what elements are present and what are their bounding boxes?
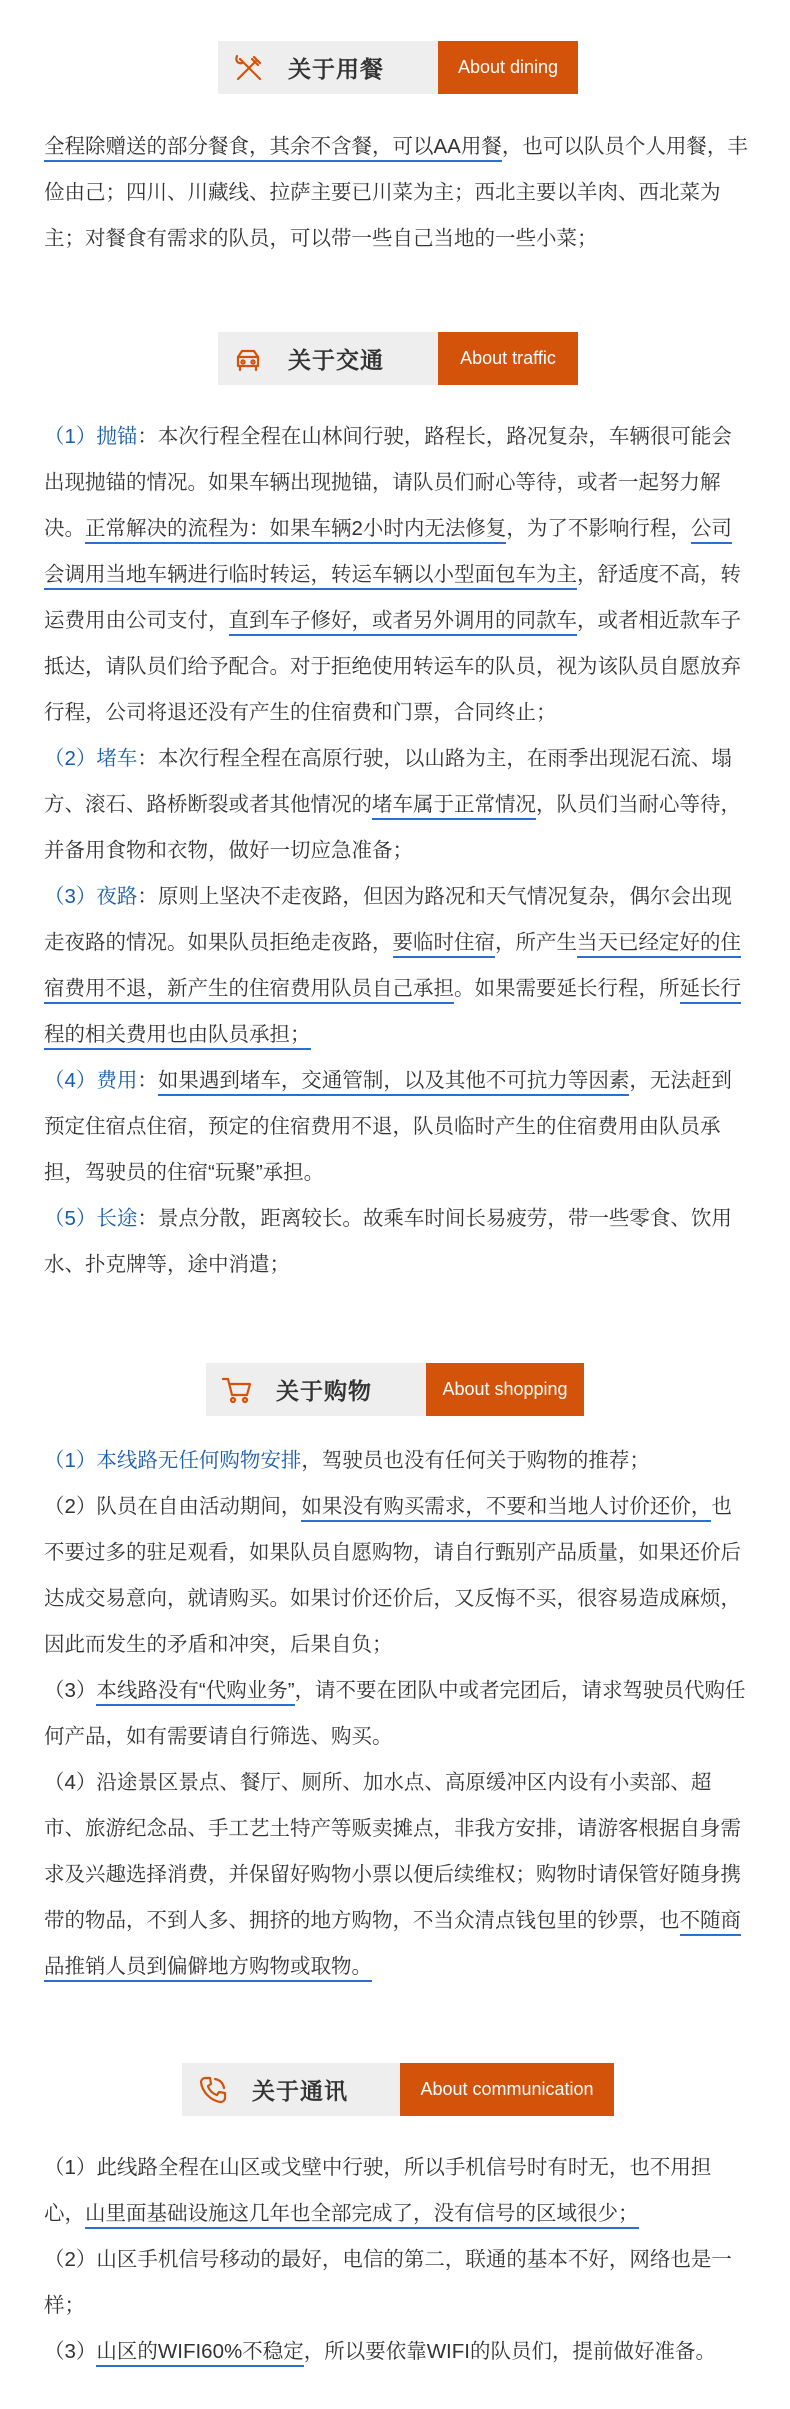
shopping-title-en: About shopping	[426, 1363, 584, 1416]
communication-item-1: （1）此线路全程在山区或戈壁中行驶，所以手机信号时有时无，也不用担心，山里面基础设施这几年也全部完成了，没有信号的区域很少；	[44, 2145, 750, 2237]
shopping-item-2: （2）队员在自由活动期间，如果没有购买需求，不要和当地人讨价还价，也不要过多的驻足观看，如果队员自愿购物，请自行甄别产品质量，如果还价后达成交易意向，就请购买。如果讨价还价后，又反悔不买，很容易造成麻烦，因此而发生的矛盾和冲突，后果自负；	[44, 1495, 741, 1656]
dining-title: 关于用餐	[288, 56, 384, 82]
car-icon	[232, 342, 266, 376]
communication-item-2: （2）山区手机信号移动的最好，电信的第二，联通的基本不好，网络也是一样；	[44, 2248, 732, 2317]
communication-title-en: About communication	[400, 2063, 614, 2116]
dining-banner	[218, 41, 578, 94]
shopping-item-3: （3）本线路没有“代购业务”，请不要在团队中或者完团后，请求驾驶员代购任何产品，如有需要请自行筛选、购买。	[44, 1679, 746, 1748]
shopping-body	[44, 1438, 750, 1990]
shopping-banner	[206, 1363, 584, 1416]
cart-icon	[220, 1373, 254, 1407]
traffic-item-night: （3）夜路：原则上坚决不走夜路，但因为路况和天气情况复杂，偶尔会出现走夜路的情况。如果队员拒绝走夜路，要临时住宿，所产生当天已经定好的住宿费用不退，新产生的住宿费用队员自己承担。如果需要延长行程，所延长行程的相关费用也由队员承担；	[44, 874, 750, 1058]
traffic-title: 关于交通	[288, 347, 384, 373]
traffic-item-breakdown: （1）抛锚：本次行程全程在山林间行驶，路程长，路况复杂，车辆很可能会出现抛锚的情况。如果车辆出现抛锚，请队员们耐心等待，或者一起努力解决。正常解决的流程为：如果车辆2小时内无法修复，为了不影响行程，公司会调用当地车辆进行临时转运，转运车辆以小型面包车为主，舒适度不高，转运费用由公司支付，直到车子修好，或者另外调用的同款车，或者相近款车子抵达，请队员们给予配合。对于拒绝使用转运车的队员，视为该队员自愿放弃行程，公司将退还没有产生的住宿费和门票，合同终止；	[44, 425, 741, 724]
dining-title-en: About dining	[438, 41, 578, 94]
communication-banner	[182, 2063, 614, 2116]
communication-title: 关于通讯	[252, 2078, 348, 2104]
shopping-item-1: （1）本线路无任何购物安排，驾驶员也没有任何关于购物的推荐；	[44, 1449, 650, 1472]
traffic-body	[44, 414, 750, 1288]
traffic-item-cost: （4）费用：如果遇到堵车，交通管制，以及其他不可抗力等因素，无法赶到预定住宿点住宿，预定的住宿费用不退，队员临时产生的住宿费用由队员承担，驾驶员的住宿“玩聚”承担。	[44, 1069, 732, 1184]
shopping-item-4: （4）沿途景区景点、餐厅、厕所、加水点、高原缓冲区内设有小卖部、超市、旅游纪念品、手工艺土特产等贩卖摊点，非我方安排，请游客根据自身需求及兴趣选择消费，并保留好购物小票以便后续维权；购物时请保管好随身携带的物品，不到人多、拥挤的地方购物，不当众清点钱包里的钞票，也不随商品推销人员到偏僻地方购物或取物。	[44, 1760, 750, 1990]
traffic-banner	[218, 332, 578, 385]
shopping-title: 关于购物	[276, 1378, 372, 1404]
utensils-icon	[232, 51, 266, 85]
phone-icon	[196, 2073, 230, 2107]
dining-body	[44, 124, 750, 262]
communication-item-3: （3）山区的WIFI60%不稳定，所以要依靠WIFI的队员们，提前做好准备。	[44, 2329, 750, 2375]
dining-paragraph: 全程除赠送的部分餐食，其余不含餐，可以AA用餐，也可以队员个人用餐，丰俭由己；四川、川藏线、拉萨主要已川菜为主；西北主要以羊肉、西北菜为主；对餐食有需求的队员，可以带一些自己当地的一些小菜；	[44, 135, 748, 250]
traffic-item-long-distance: （5）长途：景点分散，距离较长。故乘车时间长易疲劳，带一些零食、饮用水、扑克牌等，途中消遣；	[44, 1207, 732, 1276]
traffic-title-en: About traffic	[438, 332, 578, 385]
traffic-item-jam: （2）堵车：本次行程全程在高原行驶，以山路为主，在雨季出现泥石流、塌方、滚石、路桥断裂或者其他情况的堵车属于正常情况，队员们当耐心等待，并备用食物和衣物，做好一切应急准备；	[44, 747, 741, 862]
communication-body	[44, 2145, 750, 2375]
